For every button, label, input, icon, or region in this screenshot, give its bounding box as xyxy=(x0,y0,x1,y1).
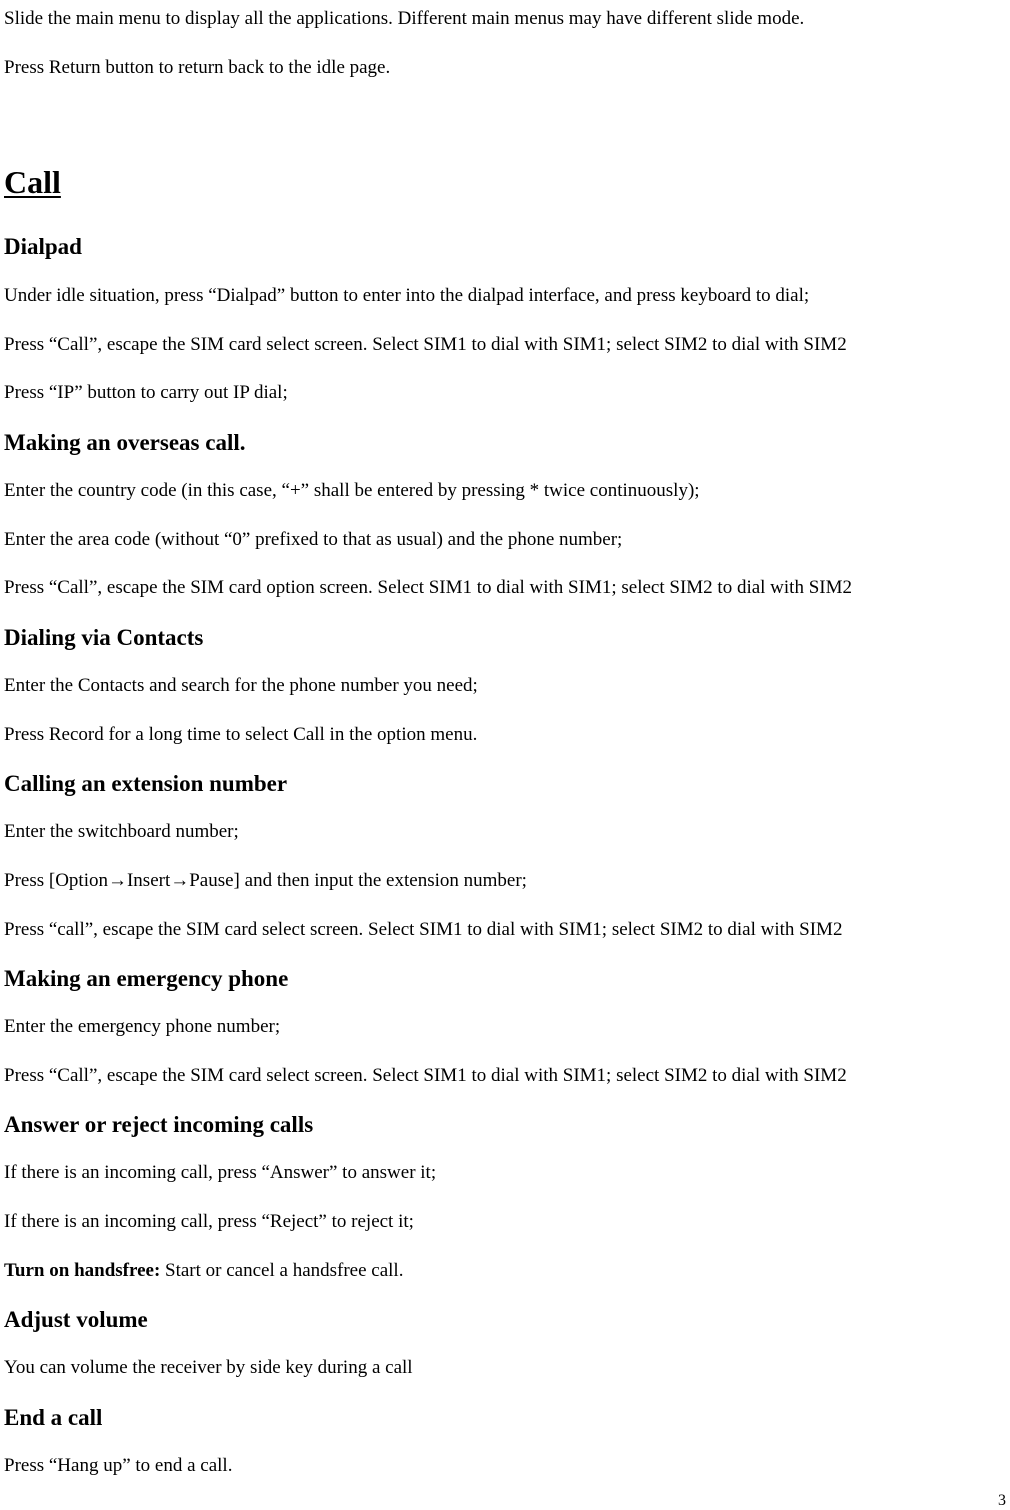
heading-dialpad: Dialpad xyxy=(4,234,82,259)
overseas-line-1: Enter the country code (in this case, “+” shall be entered by pressing * twice continuously); xyxy=(4,480,700,501)
intro-line-2: Press Return button to return back to the idle page. xyxy=(4,57,391,78)
dialpad-line-1: Under idle situation, press “Dialpad” button to enter into the dialpad interface, and press keyboard to dial; xyxy=(4,285,810,306)
heading-contacts: Dialing via Contacts xyxy=(4,625,204,650)
dialpad-line-2: Press “Call”, escape the SIM card select screen. Select SIM1 to dial with SIM1; select SIM2 to dial with SIM2 xyxy=(4,334,847,355)
handsfree-text: Start or cancel a handsfree call. xyxy=(160,1260,404,1281)
intro-line-1: Slide the main menu to display all the applications. Different main menus may have different slide mode. xyxy=(4,8,805,29)
emergency-line-1: Enter the emergency phone number; xyxy=(4,1016,281,1037)
heading-answer: Answer or reject incoming calls xyxy=(4,1112,314,1137)
heading-extension: Calling an extension number xyxy=(4,771,288,796)
heading-end-call: End a call xyxy=(4,1405,103,1430)
contacts-line-1: Enter the Contacts and search for the phone number you need; xyxy=(4,675,478,696)
section-title: Call xyxy=(4,164,61,200)
overseas-line-3: Press “Call”, escape the SIM card option screen. Select SIM1 to dial with SIM1; select SIM2 to dial with SIM2 xyxy=(4,577,852,598)
answer-line-1: If there is an incoming call, press “Answer” to answer it; xyxy=(4,1162,437,1183)
answer-line-2: If there is an incoming call, press “Reject” to reject it; xyxy=(4,1211,414,1232)
page-number: 3 xyxy=(998,1492,1006,1509)
end-call-line-1: Press “Hang up” to end a call. xyxy=(4,1455,233,1476)
extension-line-3: Press “call”, escape the SIM card select screen. Select SIM1 to dial with SIM1; select SIM2 to dial with SIM2 xyxy=(4,919,843,940)
heading-volume: Adjust volume xyxy=(4,1307,148,1332)
contacts-line-2: Press Record for a long time to select Call in the option menu. xyxy=(4,724,478,745)
extension-line-2: Press [Option→Insert→Pause] and then input the extension number; xyxy=(4,870,527,891)
heading-emergency: Making an emergency phone xyxy=(4,966,289,991)
overseas-line-2: Enter the area code (without “0” prefixed to that as usual) and the phone number; xyxy=(4,529,623,550)
emergency-line-2: Press “Call”, escape the SIM card select screen. Select SIM1 to dial with SIM1; select SIM2 to dial with SIM2 xyxy=(4,1065,847,1086)
dialpad-line-3: Press “IP” button to carry out IP dial; xyxy=(4,382,288,403)
volume-line-1: You can volume the receiver by side key during a call xyxy=(4,1357,413,1378)
handsfree-label: Turn on handsfree: xyxy=(4,1260,161,1281)
handsfree-line xyxy=(4,1260,403,1282)
extension-line-1: Enter the switchboard number; xyxy=(4,821,239,842)
heading-overseas: Making an overseas call. xyxy=(4,430,246,455)
